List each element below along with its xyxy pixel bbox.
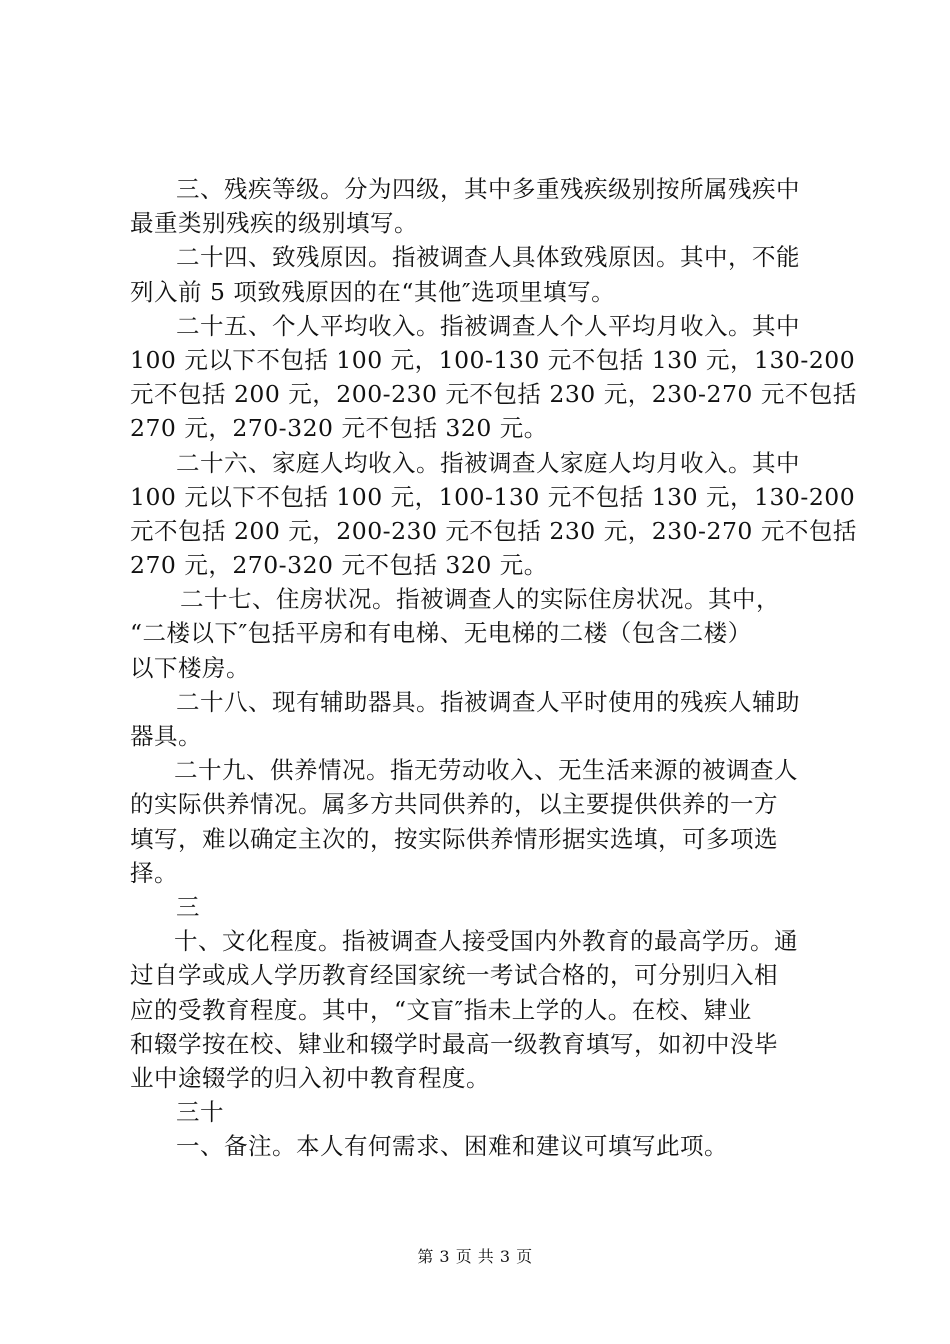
paragraph-numeral-fragment — [130, 890, 830, 924]
text-line: 270 元，270-320 元不包括 320 元。 — [130, 551, 548, 580]
text-line: 一、备注。本人有何需求、困难和建议可填写此项。 — [176, 1132, 728, 1161]
paragraph-numeral-fragment — [130, 1095, 830, 1129]
paragraph-housing — [130, 582, 830, 685]
text-line: 业中途辍学的归入初中教育程度。 — [130, 1063, 490, 1092]
text-line: 二十七、住房状况。指被调查人的实际住房状况。其中， — [180, 585, 780, 614]
text-line: 过自学或成人学历教育经国家统一考试合格的，可分别归入相 — [130, 961, 778, 990]
paragraph-education — [130, 924, 830, 1095]
text-line: “二楼以下″包括平房和有电梯、无电梯的二楼（包含二楼） — [130, 619, 752, 648]
document-body — [130, 172, 857, 1163]
text-line: 三 — [176, 892, 200, 921]
text-line: 择。 — [130, 858, 178, 887]
text-line: 三十 — [176, 1098, 224, 1127]
page-footer: 第 3 页 共 3 页 — [417, 1247, 533, 1266]
text-line: 应的受教育程度。其中，“文盲″指未上学的人。在校、肄业 — [130, 995, 752, 1024]
text-line: 列入前 5 项致残原因的在“其他″选项里填写。 — [130, 277, 616, 306]
text-line: 十、文化程度。指被调查人接受国内外教育的最高学历。通 — [174, 927, 798, 956]
text-line: 二十五、个人平均收入。指被调查人个人平均月收入。其中 — [176, 311, 800, 340]
text-line: 100 元以下不包括 100 元，100-130 元不包括 130 元，130-200 — [130, 482, 856, 511]
text-line: 的实际供养情况。属多方共同供养的，以主要提供供养的一方 — [130, 790, 778, 819]
paragraph-personal-income — [130, 309, 857, 446]
text-line: 最重类别残疾的级别填写。 — [130, 209, 418, 238]
text-line: 100 元以下不包括 100 元，100-130 元不包括 130 元，130-200 — [130, 345, 856, 374]
text-line: 填写，难以确定主次的，按实际供养情形据实选填，可多项选 — [130, 824, 778, 853]
paragraph-support — [130, 753, 830, 890]
text-line: 二十八、现有辅助器具。指被调查人平时使用的残疾人辅助 — [176, 687, 800, 716]
paragraph-disability-cause — [130, 240, 830, 308]
text-line: 元不包括 200 元，200-230 元不包括 230 元，230-270 元不包括 — [130, 516, 857, 545]
text-line: 二十四、致残原因。指被调查人具体致残原因。其中，不能 — [176, 243, 800, 272]
text-line: 元不包括 200 元，200-230 元不包括 230 元，230-270 元不包括 — [130, 380, 857, 409]
paragraph-remarks — [130, 1129, 830, 1163]
text-line: 以下楼房。 — [130, 653, 250, 682]
paragraph-disability-grade — [130, 172, 830, 240]
text-line: 和辍学按在校、肄业和辍学时最高一级教育填写，如初中没毕 — [130, 1029, 778, 1058]
text-line: 器具。 — [130, 722, 202, 750]
text-line: 二十九、供养情况。指无劳动收入、无生活来源的被调查人 — [174, 756, 798, 785]
text-line: 二十六、家庭人均收入。指被调查人家庭人均月收入。其中 — [176, 448, 800, 477]
text-line: 三、残疾等级。分为四级，其中多重残疾级别按所属残疾中 — [176, 175, 800, 203]
text-line: 270 元，270-320 元不包括 320 元。 — [130, 414, 548, 443]
paragraph-assistive-devices — [130, 685, 830, 753]
paragraph-household-income — [130, 446, 857, 583]
